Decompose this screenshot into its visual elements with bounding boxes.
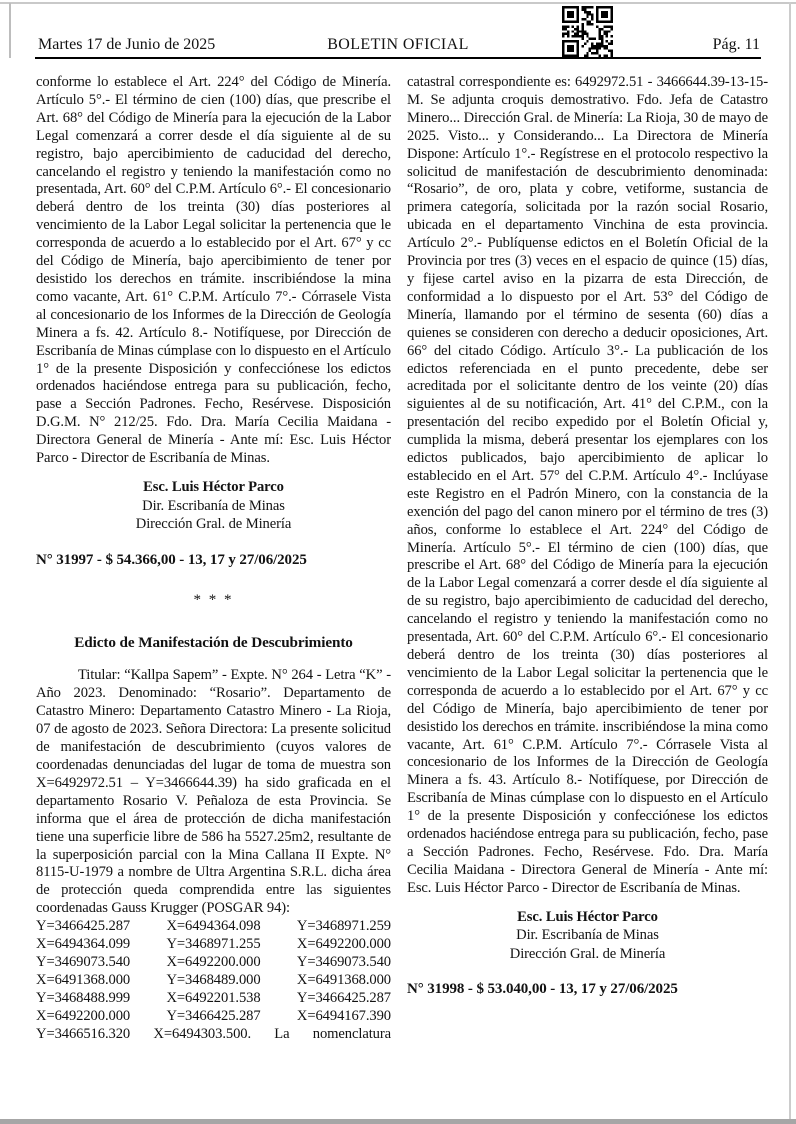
coordinate-value: X=6492200.000 [296, 936, 391, 953]
right-column [407, 74, 768, 999]
signatory-name: Esc. Luis Héctor Parco [517, 908, 658, 925]
signature-block [36, 478, 391, 534]
coordinate-value: X=6492200.000 [166, 953, 261, 970]
coordinate-value: X=6491368.000 [36, 971, 131, 988]
coordinate-value: X=6494303.500. [153, 1025, 252, 1042]
coordinate-value: X=6494364.098 [166, 918, 261, 935]
coordinate-row [36, 954, 391, 972]
section-separator: * * * [193, 591, 234, 608]
signature-block [407, 908, 768, 964]
page-edge-top [0, 2, 796, 4]
coordinate-value: Y=3466516.320 [36, 1025, 131, 1042]
coordinate-value: X=6494364.099 [36, 936, 131, 953]
coordinate-value: X=6494167.390 [296, 1007, 391, 1024]
coordinate-row [36, 918, 391, 936]
coordinate-value: Y=3466425.287 [296, 989, 391, 1006]
coordinate-value: X=6491368.000 [296, 971, 391, 988]
text-fragment: La [274, 1025, 290, 1042]
header-rule [35, 57, 761, 59]
edict-title: Edicto de Manifestación de Descubrimiento [74, 633, 353, 651]
legal-text-paragraph: conforme lo establece el Art. 224° del Código de Minería. Artículo 5°.- El término de cien (100) días, que prescribe el Art. 68° del Código de Minería para la ejecución de la Labor Legal comenzará a correr desde el día siguiente al de su registro, bajo apercibimiento de caducidad del derecho, cancelando el registro y teniendo la manifestación como no presentada, Art. 60° del C.P.M. Artículo 6°.- El concesionario deberá dentro de los treinta (30) días posteriores al vencimiento de la Labor Legal solicitar la pertenencia que le corresponda de acuerdo a lo establecido por el Art. 67° y cc del Código de Minería, bajo apercibimiento de tener por desistido los derechos en trámite. inscribiéndose la mina como vacante, Art. 61° C.P.M. Artículo 7°.- Córrasele Vista al concesionario de los Informes de la Dirección de Geología Minera a fs. 42. Artículo 8.- Notifíquese, por Dirección de Escribanía de Minas cúmplase con lo dispuesto en el Artículo 1° de la presente Disposición y confecciónese los edictos ordenados haciéndose entrega para su publicación, fecho, pase a Sección Padrones. Fecho, Resérvese. Disposición D.G.M. N° 212/25. Fdo. Dra. María Cecilia Maidana - Directora General de Minería - Ante mí: Esc. Luis Héctor Parco - Director de Escribanía de Minas. [36, 74, 391, 467]
page-edge-bottom [0, 1119, 796, 1124]
coordinate-row [36, 1026, 391, 1044]
coordinates-table [36, 918, 391, 1043]
coordinate-row [36, 990, 391, 1008]
coordinate-value: Y=3466425.287 [36, 918, 131, 935]
signatory-role: Dir. Escribanía de Minas [516, 927, 659, 944]
coordinate-row [36, 1008, 391, 1026]
coordinate-value: X=6492200.000 [36, 1007, 131, 1024]
left-column [36, 74, 391, 1043]
qr-code-icon [562, 5, 613, 58]
signatory-office: Dirección Gral. de Minería [509, 945, 666, 962]
signatory-role: Dir. Escribanía de Minas [142, 497, 285, 514]
coordinate-value: Y=3469073.540 [36, 953, 131, 970]
coordinate-value: Y=3468971.259 [296, 918, 391, 935]
text-fragment: nomenclatura [312, 1025, 391, 1042]
coordinate-value: X=6492201.538 [166, 989, 261, 1006]
legal-text-paragraph: Titular: “Kallpa Sapem” - Expte. N° 264 - Letra “K” - Año 2023. Denominado: “Rosario”. Departamento de Catastro Minero: Departamento Catastro Minero - La Rioja, 07 de agosto de 2023. Señora Directora: La presente solicitud de manifestación de descubrimiento (cuyos valores de coordenadas denunciadas del lugar de toma de muestra son X=6492972.51 – Y=3466644.39) ha sido graficada en el departamento Rosario V. Peñaloza de esta Provincia. Se informa que el área de protección de dicha manifestación tiene una superficie libre de 586 ha 5527.25m2, resultante de la superposición parcial con la Mina Callana II Expte. N° 8115-U-1979 a nombre de Ultra Argentina S.R.L. dicha área de protección queda comprendida entre las siguientes coordenadas Gauss Krugger (POSGAR 94): [36, 667, 391, 917]
header-date: Martes 17 de Junio de 2025 [38, 36, 216, 53]
coordinate-value: Y=3466425.287 [166, 1007, 261, 1024]
coordinate-row [36, 972, 391, 990]
header-page-number: Pág. 11 [712, 36, 760, 53]
signatory-name: Esc. Luis Héctor Parco [143, 478, 284, 495]
signatory-office: Dirección Gral. de Minería [135, 516, 292, 533]
publication-notice: N° 31998 - $ 53.040,00 - 13, 17 y 27/06/2025 [407, 981, 678, 998]
coordinate-value: Y=3468489.000 [166, 971, 261, 988]
header-title: BOLETIN OFICIAL [327, 36, 469, 53]
coordinate-value: Y=3468488.999 [36, 989, 131, 1006]
page-edge-right [789, 2, 791, 1120]
publication-notice: N° 31997 - $ 54.366,00 - 13, 17 y 27/06/2025 [36, 551, 307, 568]
coordinate-row [36, 936, 391, 954]
coordinate-value: Y=3468971.255 [166, 936, 261, 953]
coordinate-value: Y=3469073.540 [296, 953, 391, 970]
legal-text-paragraph: catastral correspondiente es: 6492972.51 - 3466644.39-13-15-M. Se adjunta croquis demostrativo. Fdo. Jefa de Catastro Minero... Dirección Gral. de Minería: La Rioja, 30 de mayo de 2025. Visto... y Considerando... La Directora de Minería Dispone: Artículo 1°.- Regístrese en el protocolo respectivo la solicitud de manifestación de descubrimiento denominada: “Rosario”, de oro, plata y cobre, vetiforme, sustancia de primera categoría, solicitada por la razón social Rosario, ubicada en el departamento Vinchina de esta provincia. Artículo 2°.- Publíquense edictos en el Boletín Oficial de la Provincia por tres (3) veces en el espacio de quince (15) días, y fijese cartel aviso en la pizarra de esta Dirección, de conformidad a lo dispuesto por el Art. 53° del Código de Minería, llamando por el término de sesenta (60) días a quienes se consideren con derecho a deducir oposiciones, Art. 66° del citado Código. Artículo 3°.- La publicación de los edictos referenciada en el punto precedente, debe ser acreditada por el solicitante dentro de los veinte (20) días siguientes al de su notificación, Art. 41° del C.P.M., con la presentación del recibo expedido por el Boletín Oficial y, cumplida la misma, deberá presentar los ejemplares con los edictos publicados, bajo apercibimiento de aplicar lo establecido en el Art. 57° del C.P.M. Artículo 4°.- Inclúyase este Registro en el Padrón Minero, con la constancia de la exención del pago del canon minero por el término de tres (3) años, conforme lo establece el Art. 224° del Código de Minería. Artículo 5°.- El término de cien (100) días, que prescribe el Art. 68° del Código de Minería para la ejecución de la Labor Legal comenzará a correr desde el día siguiente al de su registro, bajo apercibimiento de caducidad del derecho, cancelando el registro y teniendo la manifestación como no presentada, Art. 60° del C.P.M. Artículo 6°.- El concesionario deberá dentro de los treinta (30) días posteriores al vencimiento de la Labor Legal solicitar la pertenencia que le corresponda de acuerdo a lo establecido por el Art. 67° y cc del Código de Minería, bajo apercibimiento de tener por desistido los derechos en trámite. inscribiéndose la mina como vacante, Art. 61° C.P.M. Artículo 7°.- Córrasele Vista al concesionario de los Informes de la Dirección de Geología Minera a fs. 43. Artículo 8.- Notifíquese, por Dirección de Escribanía de Minas cúmplase con lo dispuesto en el Artículo 1° de la presente Disposición y confecciónese los edictos ordenados haciéndose entrega para su publicación, fecho, pase a Sección Padrones. Fecho, Resérvese. Fdo. Dra. María Cecilia Maidana - Directora General de Minería - Ante mí: Esc. Luis Héctor Parco - Director de Escribanía de Minas. [407, 74, 768, 896]
